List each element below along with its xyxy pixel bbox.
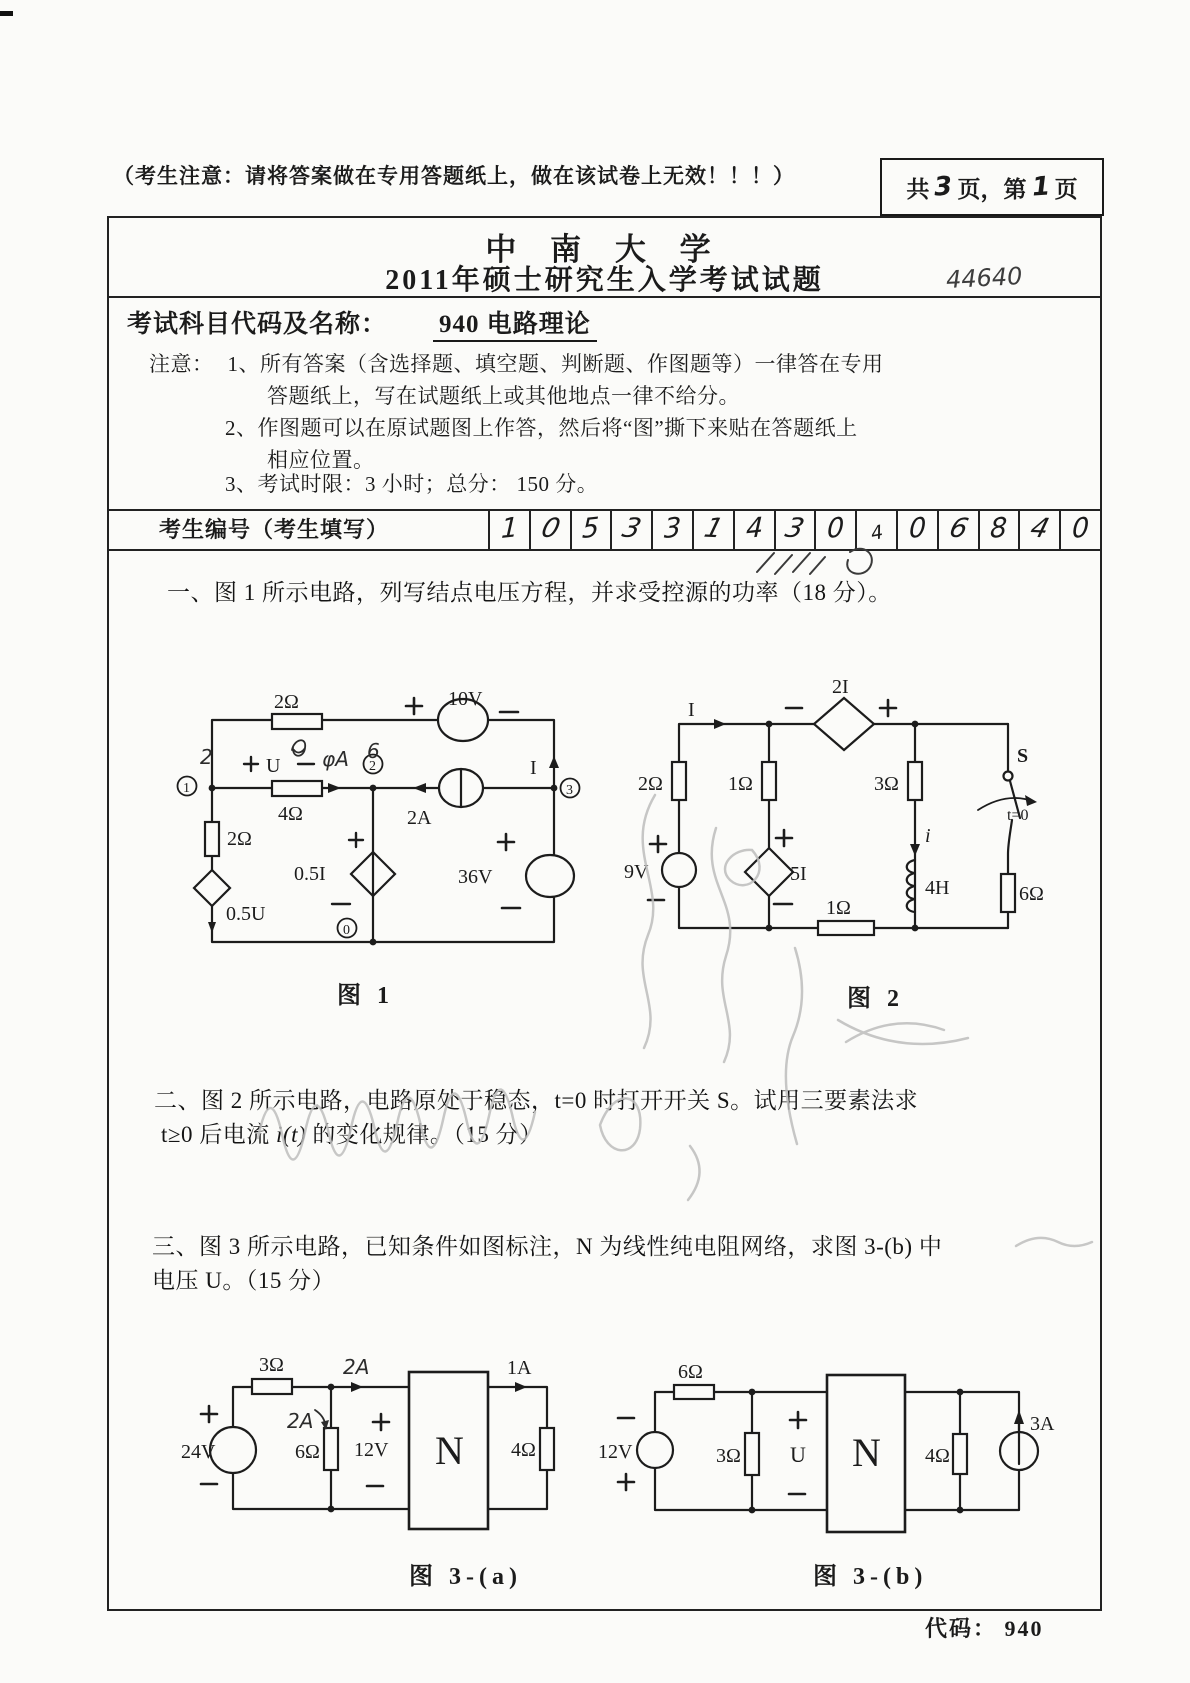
- fig3a-hw-2a-mid: 2A: [287, 1409, 314, 1433]
- question-2-line1: 二、图 2 所示电路，电路原处于稳态，t=0 时打开开关 S。试用三要素法求: [154, 1088, 919, 1113]
- fig1-current-source-2a: [407, 769, 483, 829]
- page-count-prefix: 共: [906, 176, 930, 202]
- fig2-5i-label: 5I: [790, 863, 807, 885]
- candidate-digit-cell: [1018, 511, 1059, 549]
- q2-line2-prefix: t≥0 后电流: [161, 1122, 277, 1147]
- fig2-inductor-4h: [907, 825, 950, 912]
- fig3b-v12-label: 12V: [598, 1441, 633, 1463]
- candidate-digit-cell: [774, 511, 815, 549]
- fig2-resistor-3ohm: [874, 762, 922, 800]
- fig3a-resistor-3ohm: [252, 1354, 292, 1394]
- candidate-digit-cell: [978, 511, 1019, 549]
- exam-content-frame: [107, 216, 1102, 1611]
- candidate-digit-cell: [488, 511, 529, 549]
- subject-line: [127, 304, 597, 340]
- q2-line2-suffix: 的变化规律。（15 分）: [306, 1122, 543, 1147]
- fig3a-hw-2a-top: 2A: [343, 1355, 370, 1379]
- candidate-digit-cell: [610, 511, 651, 549]
- q2-current-symbol: i(t): [276, 1122, 307, 1147]
- fig2-r2-label: 2Ω: [638, 773, 663, 795]
- question-3-line1: 三、图 3 所示电路，已知条件如图标注，N 为线性纯电阻网络，求图 3-(b) 中: [152, 1234, 943, 1259]
- fig1-dependent-source-05i: [294, 833, 395, 904]
- fig3a-n-label: N: [435, 1428, 464, 1473]
- fig2-r1-top-label: 1Ω: [728, 773, 753, 795]
- page-count-suffix: 页: [1054, 176, 1078, 202]
- fig2-i-arrow-down: [910, 844, 920, 856]
- fig3b-caption: 图 3-(b): [813, 1564, 928, 1590]
- notes-line-4: 相应位置。: [267, 448, 375, 472]
- candidate-digit-cell: [896, 511, 937, 549]
- exam-title: 2011年硕士研究生入学考试试题: [385, 265, 824, 296]
- fig3a-resistor-4ohm: [511, 1428, 554, 1470]
- candidate-digit-cell: [570, 511, 611, 549]
- fig3b-resistor-6ohm: [674, 1361, 714, 1399]
- fig3b-n-label: N: [852, 1430, 881, 1475]
- candidate-digit-cell: [855, 511, 896, 549]
- fig3b-3a-label: 3A: [1030, 1413, 1055, 1435]
- fig1-r4-label: 4Ω: [278, 803, 303, 825]
- fig3a-v12-label: 12V: [354, 1439, 389, 1461]
- candidate-digit: 0: [1071, 511, 1090, 546]
- candidate-digit: 3: [782, 512, 808, 545]
- notes-line-1: [149, 348, 884, 378]
- fig1-2a-label: 2A: [407, 807, 432, 829]
- candidate-digit: 8: [989, 511, 1009, 546]
- candidate-digit: 1: [500, 511, 519, 546]
- fig2-r1-bottom-label: 1Ω: [826, 897, 851, 919]
- page-count-mid: 页，第: [957, 176, 1027, 202]
- fig1-r2-top-label: 2Ω: [274, 691, 299, 713]
- candidate-digit: 3: [619, 512, 645, 545]
- fig1-hw-phi-a: φA: [322, 747, 349, 771]
- fig3b-u-label: U: [790, 1442, 806, 1467]
- candidate-digit: 4: [868, 521, 885, 545]
- fig3a-circuit-diagram: [179, 1350, 589, 1540]
- fig2-s-label: S: [1017, 745, 1029, 767]
- fig3b-network-n-block: [827, 1375, 905, 1532]
- candidate-digit-cell: [692, 511, 733, 549]
- candidate-digit-cell: [651, 511, 692, 549]
- fig1-circuit-diagram: [164, 688, 584, 962]
- candidate-digit: 5: [581, 511, 601, 546]
- fig2-caption: 图 2: [847, 986, 904, 1012]
- page-count-box: [880, 158, 1104, 216]
- candidate-digit: 3: [663, 511, 682, 546]
- fig1-r2-left-label: 2Ω: [227, 828, 252, 850]
- fig3b-resistor-4ohm: [925, 1434, 967, 1474]
- fig3b-resistor-3ohm: [716, 1433, 759, 1475]
- fig2-r6-label: 6Ω: [1019, 883, 1044, 905]
- candidate-digit-cell: [1059, 511, 1100, 549]
- fig1-node2-label: 2: [369, 759, 376, 774]
- fig2-resistor-6ohm: [1001, 874, 1044, 912]
- candidate-digit-cell: [529, 511, 570, 549]
- candidate-digit: 6: [945, 512, 971, 545]
- candidate-digit: 4: [1027, 512, 1053, 545]
- fig1-caption: 图 1: [337, 983, 394, 1009]
- fig1-node3-label: 3: [566, 783, 573, 798]
- current-page-handwritten: 1: [1030, 171, 1051, 203]
- fig1-node1-label: 1: [183, 781, 190, 796]
- candidate-digit-cell: [733, 511, 774, 549]
- candidate-digit-cell: [814, 511, 855, 549]
- candidate-digit: 1: [700, 512, 727, 545]
- candidate-number-row: [109, 509, 1100, 551]
- candidate-number-label: 考生编号（考生填写）: [159, 517, 390, 542]
- title-divider-line: [109, 296, 1100, 298]
- fig1-u-label: U: [266, 755, 281, 777]
- fig2-dependent-source-5i: [745, 830, 807, 904]
- fig1-resistor-2ohm-top: [272, 691, 322, 729]
- fig2-t0-label: t=0: [1007, 807, 1029, 824]
- fig3b-u-marking: [789, 1412, 806, 1494]
- note-1-text: 1、所有答案（含选择题、填空题、判断题、作图题等）一律答在专用: [227, 352, 884, 376]
- fig2-resistor-1ohm-top: [728, 762, 776, 800]
- fig3b-r6-label: 6Ω: [678, 1361, 703, 1383]
- fig1-hw-2: 2: [200, 745, 213, 769]
- fig3a-voltage-source-24v: [181, 1406, 256, 1484]
- candidate-digit-cell: [937, 511, 978, 549]
- footer-subject-code: 代码： 940: [925, 1616, 1044, 1641]
- question-2-line2: [161, 1116, 543, 1149]
- fig3a-wires: [233, 1387, 547, 1509]
- fig1-hw-6: 6: [367, 739, 380, 763]
- fig3a-v24-label: 24V: [181, 1441, 216, 1463]
- candidate-digit: 0: [826, 511, 845, 546]
- fig2-resistor-1ohm-bottom: [818, 897, 874, 935]
- subject-label: 考试科目代码及名称：: [127, 311, 388, 338]
- notes-line-5: 3、考试时限：3 小时；总分： 150 分。: [225, 472, 599, 496]
- fig3a-r6-label: 6Ω: [295, 1441, 320, 1463]
- fig3b-current-source-3a: [1000, 1410, 1055, 1470]
- fig3a-12v-marking: [354, 1414, 389, 1486]
- fig3a-network-n-block: [409, 1372, 488, 1529]
- fig2-4h-label: 4H: [925, 877, 950, 899]
- fig1-handwritten-marks: [200, 739, 380, 771]
- fig2-r3-label: 3Ω: [874, 773, 899, 795]
- fig1-05u-label: 0.5U: [226, 903, 266, 925]
- fig1-node0-label: 0: [343, 923, 350, 938]
- fig1-flow-arrow: [328, 783, 341, 793]
- fig1-voltage-source-10v: [406, 688, 518, 741]
- fig3b-voltage-source-12v: [598, 1418, 673, 1490]
- candidate-number-cells: [488, 511, 1100, 549]
- scan-artifact-dash: [0, 11, 13, 16]
- fig3b-circuit-diagram: [592, 1350, 1055, 1545]
- fig1-v10-label: 10V: [448, 688, 483, 710]
- fig2-2i-label: 2I: [832, 676, 849, 698]
- fig3a-r3-label: 3Ω: [259, 1354, 284, 1376]
- fig1-dependent-source-05u: [194, 870, 266, 933]
- fig1-resistor-2ohm-left: [205, 822, 252, 856]
- fig1-i-label: I: [530, 757, 537, 779]
- fig1-2a-arrow: [413, 783, 426, 793]
- fig2-i-small-label: i: [925, 825, 931, 847]
- handwritten-serial-number: 44640: [944, 262, 1023, 294]
- candidate-notice: （考生注意：请将答案做在专用答题纸上，做在该试卷上无效！！！）: [113, 165, 795, 188]
- fig1-voltage-source-36v: [458, 834, 574, 908]
- total-pages-handwritten: 3: [933, 171, 954, 203]
- candidate-digit: 4: [745, 511, 764, 546]
- notes-line-2: 答题纸上，写在试题纸上或其他地点一律不给分。: [267, 384, 740, 408]
- fig2-v9-label: 9V: [624, 861, 649, 883]
- subject-code-name: 940 电路理论: [433, 311, 597, 342]
- fig3b-r4-label: 4Ω: [925, 1445, 950, 1467]
- notes-line-3: 2、作图题可以在原试题图上作答，然后将“图”撕下来贴在答题纸上: [225, 416, 858, 440]
- fig2-circuit-diagram: [622, 676, 1052, 982]
- notes-label: 注意：: [149, 352, 214, 376]
- fig3a-1a-label: 1A: [507, 1357, 532, 1379]
- question-3-line2: 电压 U。（15 分）: [152, 1268, 336, 1293]
- fig3b-r3-label: 3Ω: [716, 1445, 741, 1467]
- candidate-digit: 0: [908, 511, 927, 546]
- fig1-hw-script-u: [292, 740, 305, 755]
- university-title: 中 南 大 学: [485, 232, 724, 267]
- fig3a-caption: 图 3-(a): [409, 1564, 522, 1590]
- fig3a-r4-label: 4Ω: [511, 1439, 536, 1461]
- fig2-voltage-source-9v: [624, 836, 696, 900]
- fig1-05i-label: 0.5I: [294, 863, 326, 885]
- fig2-i-label: I: [688, 699, 695, 721]
- fig2-dependent-source-2i: [786, 676, 896, 750]
- question-1-text: 一、图 1 所示电路，列写结点电压方程，并求受控源的功率（18 分）。: [167, 580, 892, 605]
- candidate-digit: 0: [537, 512, 564, 545]
- fig2-resistor-2ohm: [638, 762, 686, 800]
- fig1-v36-label: 36V: [458, 866, 493, 888]
